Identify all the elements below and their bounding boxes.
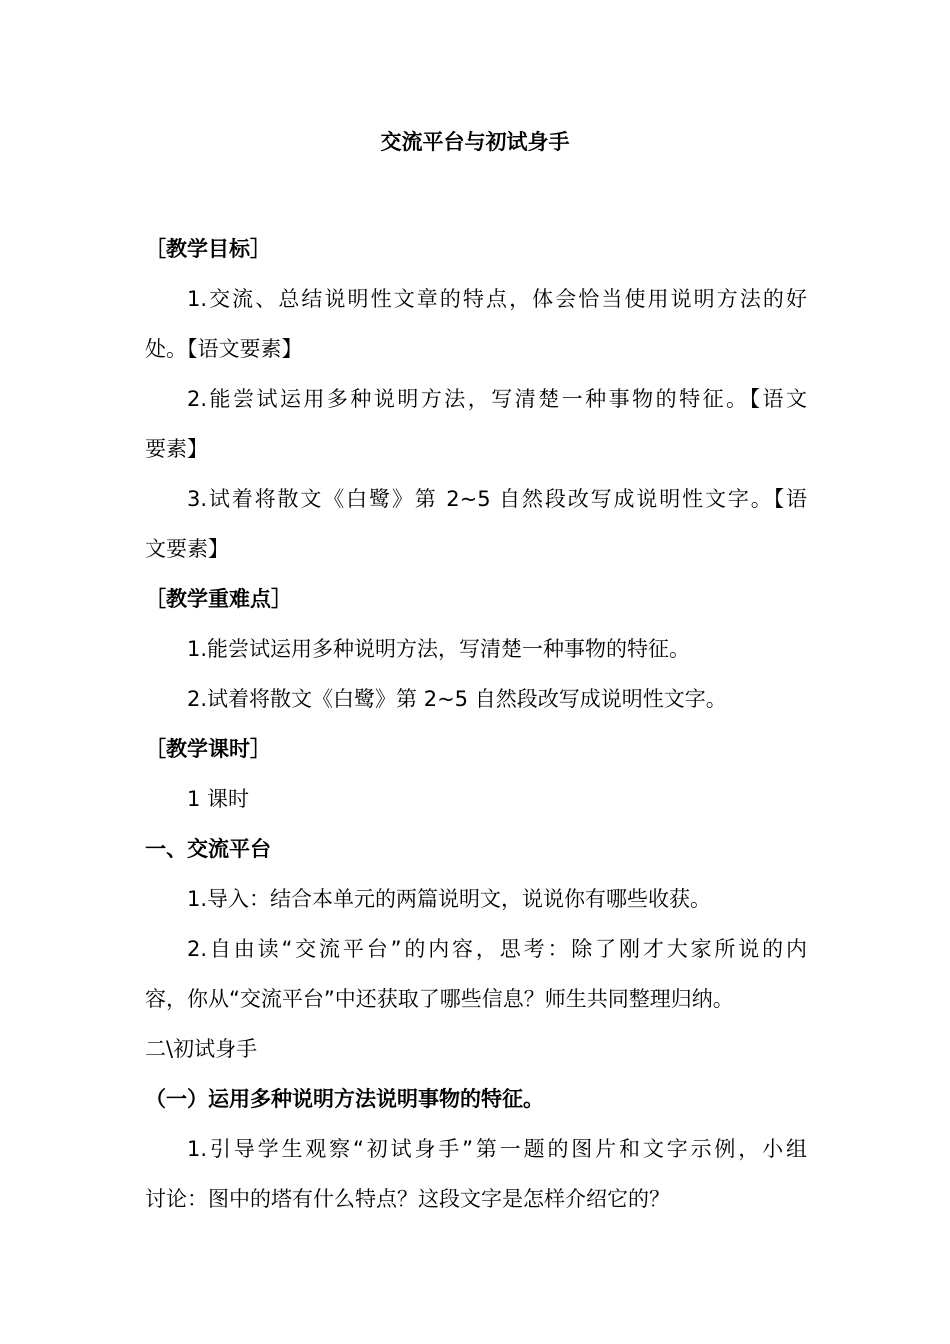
objective-3-line-2: 文要素】 xyxy=(145,537,229,561)
part1-item-2-line-2: 容，你从“交流平台”中还获取了哪些信息？师生共同整理归纳。 xyxy=(145,987,734,1011)
key-points-heading: ［教学重难点］ xyxy=(145,587,292,611)
objective-1-line-2: 处。【语文要素】 xyxy=(145,337,303,361)
key-point-1: 1.能尝试运用多种说明方法，写清楚一种事物的特征。 xyxy=(187,637,691,661)
objective-2-line-1: 2.能尝试运用多种说明方法，写清楚一种事物的特征。【语文 xyxy=(187,387,807,411)
part2-item-1-line-2: 讨论：图中的塔有什么特点？这段文字是怎样介绍它的？ xyxy=(145,1187,670,1211)
objective-1-line-1: 1.交流、总结说明性文章的特点，体会恰当使用说明方法的好 xyxy=(187,287,807,311)
part2-sub1-heading: （一）运用多种说明方法说明事物的特征。 xyxy=(145,1087,544,1111)
key-point-2: 2.试着将散文《白鹭》第 2~5 自然段改写成说明性文字。 xyxy=(187,687,727,711)
part1-heading: 一、交流平台 xyxy=(145,837,271,861)
objective-2-line-2: 要素】 xyxy=(145,437,208,461)
part1-item-2-line-1: 2.自由读“交流平台”的内容，思考：除了刚才大家所说的内 xyxy=(187,937,807,961)
class-hours-heading: ［教学课时］ xyxy=(145,737,271,761)
part2-heading: 二\初试身手 xyxy=(145,1037,258,1061)
document-title: 交流平台与初试身手 xyxy=(380,130,570,154)
document-body xyxy=(145,224,807,1224)
class-hours-value: 1 课时 xyxy=(187,787,250,811)
objectives-heading: ［教学目标］ xyxy=(145,237,271,261)
objective-3-line-1: 3.试着将散文《白鹭》第 2~5 自然段改写成说明性文字。【语 xyxy=(187,487,807,511)
part1-item-1: 1.导入：结合本单元的两篇说明文，说说你有哪些收获。 xyxy=(187,887,712,911)
part2-item-1-line-1: 1.引导学生观察“初试身手”第一题的图片和文字示例，小组 xyxy=(187,1137,807,1161)
